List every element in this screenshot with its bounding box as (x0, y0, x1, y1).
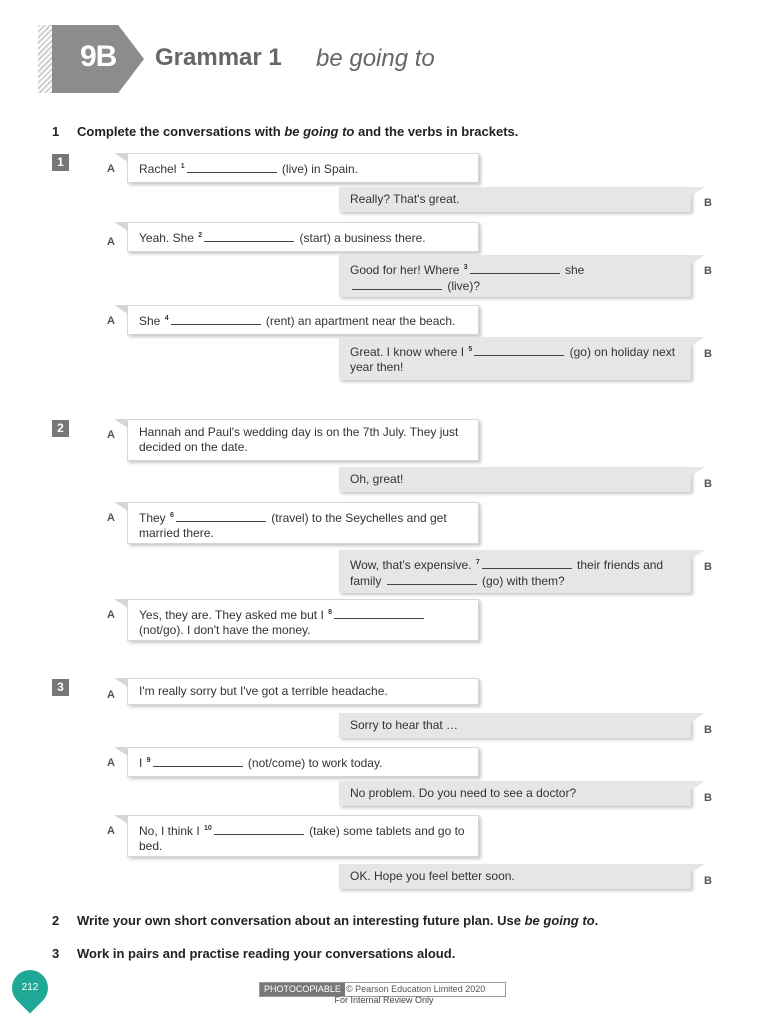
speaker-label: A (107, 163, 115, 175)
speaker-label: A (107, 236, 115, 248)
page-subtitle: be going to (316, 45, 435, 72)
speaker-label: B (704, 724, 712, 736)
speaker-label: B (704, 348, 712, 360)
speech-bubble-b: No problem. Do you need to see a doctor? (339, 781, 691, 806)
speech-bubble-a: Yes, they are. They asked me but I $^8$ (not/go). I don't have the money. (127, 599, 479, 641)
review-note: For Internal Review Only (334, 995, 434, 1005)
photocopiable-label: PHOTOCOPIABLE (260, 983, 345, 996)
exercise-1-number: 1 (52, 124, 60, 139)
speech-bubble-b: Great. I know where I $^5$ (go) on holiday next year then! (339, 337, 691, 380)
conversation-3-number: 3 (52, 679, 69, 696)
speaker-label: A (107, 429, 115, 441)
answer-blank[interactable] (334, 607, 424, 619)
exercise-3-instruction: Work in pairs and practise reading your conversations aloud. (77, 946, 456, 961)
answer-blank[interactable] (470, 262, 560, 274)
page-title: Grammar 1 (155, 44, 282, 71)
speech-bubble-b: Wow, that's expensive. $^7$ their friends and family (go) with them? (339, 550, 691, 593)
speaker-label: B (704, 561, 712, 573)
speaker-label: A (107, 512, 115, 524)
exercise-2-number: 2 (52, 913, 60, 928)
speech-bubble-b: Sorry to hear that … (339, 713, 691, 738)
header-stripes (38, 25, 54, 93)
answer-blank[interactable] (176, 510, 266, 522)
speech-bubble-a: I'm really sorry but I've got a terrible headache. (127, 678, 479, 705)
speaker-label: B (704, 265, 712, 277)
exercise-3-number: 3 (52, 946, 60, 961)
speaker-label: B (704, 478, 712, 490)
answer-blank[interactable] (352, 278, 442, 290)
speech-bubble-a: I $^9$ (not/come) to work today. (127, 747, 479, 777)
speaker-label: A (107, 757, 115, 769)
speech-bubble-a: Hannah and Paul's wedding day is on the 7th July. They just decided on the date. (127, 419, 479, 461)
conversation-1-number: 1 (52, 154, 69, 171)
speech-bubble-b: Oh, great! (339, 467, 691, 492)
speech-bubble-a: No, I think I $^{10}$ (take) some tablets and go to bed. (127, 815, 479, 857)
speaker-label: B (704, 792, 712, 804)
answer-blank[interactable] (204, 230, 294, 242)
speaker-label: A (107, 315, 115, 327)
speaker-label: B (704, 875, 712, 887)
answer-blank[interactable] (482, 557, 572, 569)
page-number: 212 (21, 982, 39, 993)
speech-bubble-b: Really? That's great. (339, 187, 691, 212)
answer-blank[interactable] (387, 573, 477, 585)
exercise-1-instruction: Complete the conversations with be going to and the verbs in brackets. (77, 124, 519, 139)
speech-bubble-b: Good for her! Where $^3$ she (live)? (339, 255, 691, 297)
speaker-label: A (107, 825, 115, 837)
speaker-label: B (704, 197, 712, 209)
copyright-text: © Pearson Education Limited 2020 (346, 984, 486, 994)
speaker-label: A (107, 609, 115, 621)
conversation-2-number: 2 (52, 420, 69, 437)
answer-blank[interactable] (214, 823, 304, 835)
answer-blank[interactable] (187, 161, 277, 173)
speaker-label: A (107, 689, 115, 701)
speech-bubble-b: OK. Hope you feel better soon. (339, 864, 691, 889)
exercise-2-instruction: Write your own short conversation about an interesting future plan. Use be going to. (77, 913, 599, 928)
answer-blank[interactable] (171, 313, 261, 325)
speech-bubble-a: Yeah. She $^2$ (start) a business there. (127, 222, 479, 252)
answer-blank[interactable] (474, 344, 564, 356)
speech-bubble-a: They $^6$ (travel) to the Seychelles and get married there. (127, 502, 479, 544)
speech-bubble-a: Rachel $^1$ (live) in Spain. (127, 153, 479, 183)
speech-bubble-a: She $^4$ (rent) an apartment near the beach. (127, 305, 479, 335)
unit-code: 9B (80, 40, 117, 73)
answer-blank[interactable] (153, 755, 243, 767)
